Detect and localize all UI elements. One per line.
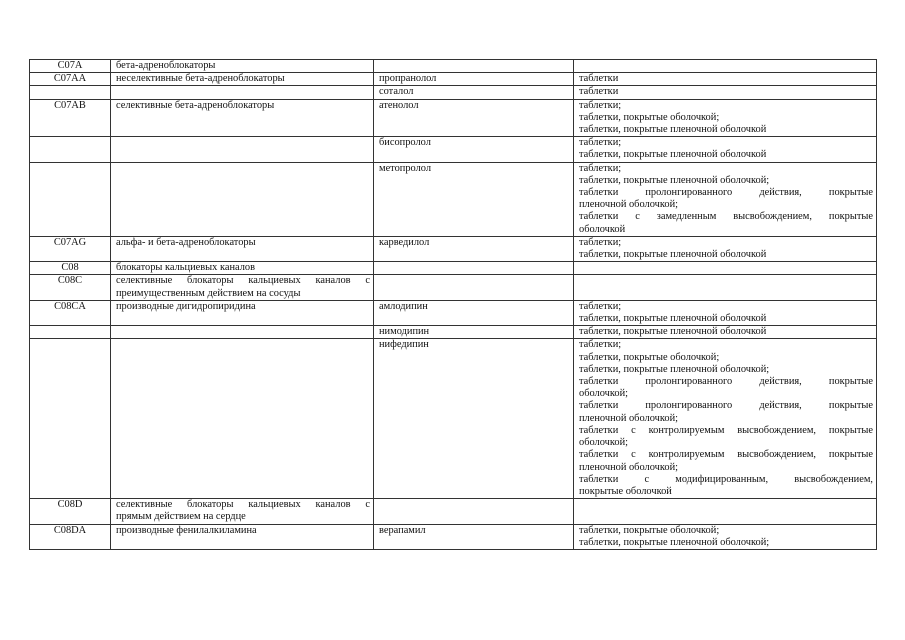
- group-name-line: блокаторы кальциевых каналов: [116, 262, 255, 274]
- dosage-form-cell: [574, 499, 877, 524]
- drug-name-cell: бисопролол: [374, 137, 574, 162]
- table-row: [30, 73, 877, 86]
- dosage-form-line: таблетки пролонгированного действия, покрытые: [579, 400, 873, 412]
- dosage-form-line: таблетки;: [579, 300, 622, 312]
- atc-code-cell: C07A: [30, 60, 111, 73]
- atc-code-cell: C08DA: [30, 524, 111, 549]
- dosage-form-line: таблетки, покрытые пленочной оболочкой: [579, 326, 767, 338]
- group-name-cell: [111, 162, 374, 236]
- group-name-cell: [111, 73, 374, 86]
- group-name-cell: [111, 339, 374, 499]
- medication-table: [29, 59, 877, 550]
- group-name-line: селективные блокаторы кальциевых каналов с: [116, 275, 370, 287]
- dosage-form-line: таблетки: [579, 86, 619, 98]
- table-row: [30, 137, 877, 162]
- drug-name-cell: [374, 499, 574, 524]
- table-body: [30, 60, 877, 550]
- atc-code-cell: C08CA: [30, 300, 111, 325]
- drug-name-cell: нифедипин: [374, 339, 574, 499]
- group-name-cell: [111, 236, 374, 261]
- table-row: [30, 300, 877, 325]
- dosage-form-line: таблетки, покрытые пленочной оболочкой;: [579, 174, 770, 186]
- drug-name-cell: амлодипин: [374, 300, 574, 325]
- atc-code-cell: [30, 326, 111, 339]
- dosage-form-line: покрытые оболочкой: [579, 485, 672, 497]
- table-row: [30, 275, 877, 300]
- group-name-cell: [111, 524, 374, 549]
- drug-name-cell: атенолол: [374, 99, 574, 137]
- group-name-cell: [111, 275, 374, 300]
- group-name-cell: [111, 262, 374, 275]
- dosage-form-line: таблетки с модифицированным, высвобождением,: [579, 473, 873, 485]
- dosage-form-line: пленочной оболочкой;: [579, 461, 679, 473]
- table-row: [30, 326, 877, 339]
- atc-code-cell: C08D: [30, 499, 111, 524]
- dosage-form-line: таблетки;: [579, 137, 622, 149]
- dosage-form-line: таблетки, покрытые пленочной оболочкой: [579, 313, 767, 325]
- table-row: [30, 262, 877, 275]
- dosage-form-cell: [574, 60, 877, 73]
- dosage-form-line: таблетки, покрытые пленочной оболочкой: [579, 124, 767, 136]
- group-name-cell: [111, 137, 374, 162]
- group-name-line: производные фенилалкиламина: [116, 524, 257, 536]
- atc-code-cell: [30, 162, 111, 236]
- dosage-form-line: оболочкой;: [579, 388, 629, 400]
- atc-code-cell: C07AG: [30, 236, 111, 261]
- dosage-form-line: таблетки;: [579, 162, 622, 174]
- atc-code-cell: C07AB: [30, 99, 111, 137]
- dosage-form-line: таблетки, покрытые пленочной оболочкой;: [579, 536, 770, 548]
- drug-name-cell: пропранолол: [374, 73, 574, 86]
- group-name-line: бета-адреноблокаторы: [116, 60, 216, 71]
- drug-name-cell: верапамил: [374, 524, 574, 549]
- group-name-line: прямым действием на сердце: [116, 511, 246, 523]
- dosage-form-line: таблетки, покрытые оболочкой;: [579, 111, 720, 123]
- dosage-form-line: таблетки пролонгированного действия, покрытые: [579, 187, 873, 199]
- group-name-line: производные дигидропиридина: [116, 300, 256, 312]
- dosage-form-cell: [574, 300, 877, 325]
- dosage-form-line: пленочной оболочкой;: [579, 199, 679, 211]
- table-row: [30, 524, 877, 549]
- dosage-form-cell: [574, 99, 877, 137]
- dosage-form-line: оболочкой: [579, 223, 626, 235]
- drug-name-cell: [374, 60, 574, 73]
- table-row: [30, 60, 877, 73]
- dosage-form-line: таблетки, покрытые пленочной оболочкой: [579, 249, 767, 261]
- atc-code-cell: C07AA: [30, 73, 111, 86]
- dosage-form-line: таблетки, покрытые оболочкой;: [579, 351, 720, 363]
- dosage-form-cell: [574, 262, 877, 275]
- dosage-form-line: таблетки;: [579, 339, 622, 351]
- table-row: [30, 499, 877, 524]
- dosage-form-line: таблетки;: [579, 236, 622, 248]
- group-name-line: селективные блокаторы кальциевых каналов с: [116, 499, 370, 511]
- drug-name-cell: [374, 262, 574, 275]
- atc-code-cell: [30, 86, 111, 99]
- table-row: [30, 162, 877, 236]
- drug-name-cell: карведилол: [374, 236, 574, 261]
- dosage-form-cell: [574, 339, 877, 499]
- dosage-form-line: таблетки, покрытые оболочкой;: [579, 524, 720, 536]
- group-name-cell: [111, 326, 374, 339]
- group-name-line: преимущественным действием на сосуды: [116, 287, 301, 299]
- dosage-form-line: таблетки с контролируемым высвобождением, покрытые: [579, 424, 873, 436]
- dosage-form-line: таблетки, покрытые пленочной оболочкой: [579, 149, 767, 161]
- atc-code-cell: C08: [30, 262, 111, 275]
- table-row: [30, 339, 877, 499]
- group-name-cell: [111, 499, 374, 524]
- group-name-cell: [111, 99, 374, 137]
- dosage-form-line: оболочкой;: [579, 437, 629, 449]
- group-name-line: альфа- и бета-адреноблокаторы: [116, 236, 256, 248]
- dosage-form-line: таблетки с контролируемым высвобождением, покрытые: [579, 449, 873, 461]
- dosage-form-line: таблетки с замедленным высвобождением, покрытые: [579, 211, 873, 223]
- dosage-form-cell: [574, 162, 877, 236]
- dosage-form-line: таблетки пролонгированного действия, покрытые: [579, 376, 873, 388]
- group-name-cell: [111, 300, 374, 325]
- drug-name-cell: [374, 275, 574, 300]
- table-row: [30, 99, 877, 137]
- drug-name-cell: нимодипин: [374, 326, 574, 339]
- dosage-form-cell: [574, 524, 877, 549]
- drug-name-cell: соталол: [374, 86, 574, 99]
- dosage-form-cell: [574, 326, 877, 339]
- group-name-line: неселективные бета-адреноблокаторы: [116, 73, 285, 85]
- atc-code-cell: C08C: [30, 275, 111, 300]
- table-row: [30, 86, 877, 99]
- dosage-form-cell: [574, 236, 877, 261]
- table-row: [30, 236, 877, 261]
- dosage-form-cell: [574, 137, 877, 162]
- dosage-form-cell: [574, 73, 877, 86]
- dosage-form-line: таблетки;: [579, 99, 622, 111]
- dosage-form-line: таблетки: [579, 73, 619, 85]
- dosage-form-line: таблетки, покрытые пленочной оболочкой;: [579, 363, 770, 375]
- group-name-cell: [111, 60, 374, 73]
- atc-code-cell: [30, 339, 111, 499]
- group-name-line: селективные бета-адреноблокаторы: [116, 99, 275, 111]
- dosage-form-line: пленочной оболочкой;: [579, 412, 679, 424]
- group-name-cell: [111, 86, 374, 99]
- drug-name-cell: метопролол: [374, 162, 574, 236]
- atc-code-cell: [30, 137, 111, 162]
- dosage-form-cell: [574, 86, 877, 99]
- dosage-form-cell: [574, 275, 877, 300]
